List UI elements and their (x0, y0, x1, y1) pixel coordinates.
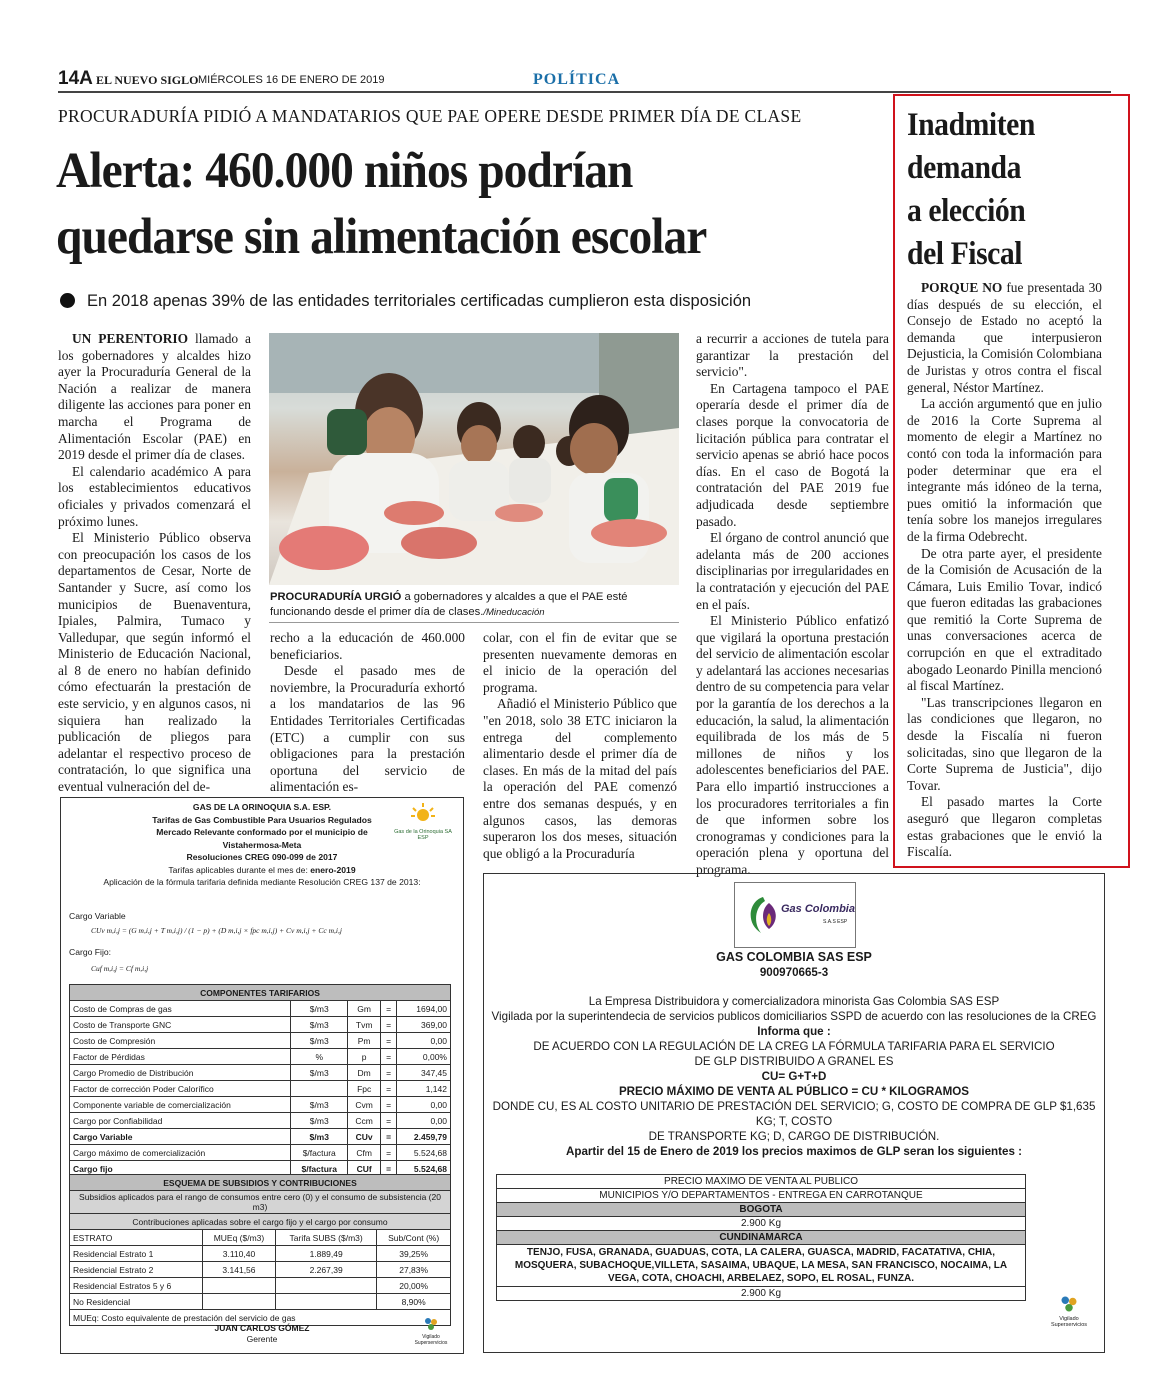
component-name: Costo de Compresión (70, 1033, 291, 1049)
component-eq: = (381, 1033, 397, 1049)
cargo-fijo-label: Cargo Fijo: (69, 947, 112, 957)
paper-name: EL NUEVO SIGLO (96, 73, 199, 87)
glp-row (497, 1203, 1026, 1217)
components-title: COMPONENTES TARIFARIOS (70, 985, 451, 1001)
gascolombia-informa: Informa que : (757, 1025, 831, 1038)
superservicios-icon (1059, 1294, 1079, 1314)
component-row (70, 1145, 451, 1161)
subsidy-row (70, 1294, 451, 1310)
component-sym: Dm (348, 1065, 381, 1081)
component-unit (291, 1081, 348, 1097)
gascolombia-company: GAS COLOMBIA SAS ESP (716, 950, 872, 964)
headline-line-2: quedarse sin alimentación escolar (56, 209, 707, 265)
component-sym: Cvm (348, 1097, 381, 1113)
subsidies-header: Tarifa SUBS ($/m3) (275, 1230, 376, 1246)
vigilado-text: Vigilado Superservicios (1050, 1316, 1088, 1328)
component-sym: Ccm (348, 1113, 381, 1129)
component-eq: = (381, 1113, 397, 1129)
subsidy-cell: 2.267,39 (275, 1262, 376, 1278)
vigilado-logo-2 (1044, 1294, 1094, 1328)
component-name: Cargo por Confiabilidad (70, 1113, 291, 1129)
subsidy-cell: 3.110,40 (202, 1246, 275, 1262)
component-name: Cargo fijo (70, 1161, 291, 1177)
sidebar-headline-line-2: demanda (907, 150, 1022, 186)
subsidy-cell (275, 1278, 376, 1294)
section-title: POLÍTICA (533, 71, 621, 88)
article-photo (269, 333, 679, 585)
orinoquia-line4: Resoluciones CREG 090-099 de 2017 (186, 852, 338, 862)
subsidies-title: ESQUEMA DE SUBSIDIOS Y CONTRIBUCIONES (70, 1175, 451, 1191)
component-val: 5.524,68 (397, 1161, 451, 1177)
component-val: 369,00 (397, 1017, 451, 1033)
component-val: 1,142 (397, 1081, 451, 1097)
gascolombia-line2: Vigilada por la superintendecia de servicios publicos domiciliarios SSPD de acuerdo con las resoluciones de la CREG (491, 1010, 1097, 1023)
component-name: Factor de Pérdidas (70, 1049, 291, 1065)
article-column-1: UN PERENTORIO llamado a los gobernadores y alcaldes hizo ayer la Procuraduría General de la Nación a realizar de manera diligente las acciones para poner en marcha el Programa de Alimentación Escolar (PAE) en 2019 desde el primer día de clases. El calendario académico A para los establecimientos educativos oficiales y privados comenzará el próximo lunes. El Ministerio Público observa con preocupación los casos de los departamentos de Cesar, Norte de Santander y Sucre, así como los municipios de Buenaventura, Ipiales, Palmira, Tumaco y Valledupar, que según informó el Ministerio de Educación Nacional, al 8 de enero no habían definido cómo efectuarán la prestación de este servicio, y en algunos casos, ni siquiera han realizado la publicación de pliegos para adelantar el respectivo proceso de contratación, lo que significa una eventual vulneración del de- (58, 331, 251, 795)
sidebar-headline-line-4: del Fiscal (907, 236, 1023, 272)
component-val: 5.524,68 (397, 1145, 451, 1161)
component-row (70, 1017, 451, 1033)
component-unit: % (291, 1049, 348, 1065)
component-name: Costo de Compras de gas (70, 1001, 291, 1017)
component-eq: = (381, 1081, 397, 1097)
subsidy-cell: 27,83% (377, 1262, 451, 1278)
component-name: Cargo máximo de comercialización (70, 1145, 291, 1161)
component-name: Cargo Promedio de Distribución (70, 1065, 291, 1081)
article-headline (56, 138, 828, 270)
subsidies-note-1: Subsidios aplicados para el rango de consumos entre cero (0) y el consumo de subsistencia (20 m3) (70, 1191, 451, 1214)
component-eq: = (381, 1161, 397, 1177)
subsidy-cell: Residencial Estrato 2 (70, 1262, 203, 1278)
component-val: 2.459,79 (397, 1129, 451, 1145)
page-number: 14A (58, 68, 93, 89)
glp-cell: MUNICIPIOS Y/O DEPARTAMENTOS - ENTREGA EN CARROTANQUE (497, 1189, 1026, 1203)
component-name: Componente variable de comercialización (70, 1097, 291, 1113)
photo-caption: PROCURADURÍA URGIÓ a gobernadores y alcaldes a que el PAE esté funcionando desde el primer día de clases./Mineducación (270, 591, 628, 618)
signer-name: JUAN CARLOS GÓMEZ (214, 1323, 310, 1333)
orinoquia-line2: Mercado Relevante conformado por el municipio de (156, 827, 368, 837)
component-name: Factor de corrección Poder Calorífico (70, 1081, 291, 1097)
glp-cell: 2.900 Kg (497, 1217, 1026, 1231)
header-rule (58, 91, 1111, 93)
subhead-text: En 2018 apenas 39% de las entidades territoriales certificadas cumplieron esta disposición (87, 292, 752, 310)
vigilado-logo-1 (411, 1316, 451, 1346)
component-eq: = (381, 1145, 397, 1161)
component-unit: $/m3 (291, 1017, 348, 1033)
component-sym: Tvm (348, 1017, 381, 1033)
component-name: Costo de Transporte GNC (70, 1017, 291, 1033)
glp-row (497, 1231, 1026, 1245)
glp-row (497, 1217, 1026, 1231)
component-row (70, 1001, 451, 1017)
gascolombia-logo (734, 882, 856, 948)
orinoquia-line5: Tarifas aplicables durante el mes de: enero-2019 (168, 864, 356, 875)
component-unit: $/m3 (291, 1097, 348, 1113)
subsidies-note-2: Contribuciones aplicadas sobre el cargo fijo y el cargo por consumo (70, 1214, 451, 1230)
gascolombia-formula: CU= G+T+D (761, 1070, 827, 1083)
glp-cell: CUNDINAMARCA (497, 1231, 1026, 1245)
component-unit: $/m3 (291, 1065, 348, 1081)
component-eq: = (381, 1001, 397, 1017)
cargo-variable-formula: CUv m,i,j = (G m,i,j + T m,i,j) / (1 − p) + (D m,i,j × fpc m,i,j) + Cv m,i,j + Cc m,i,j (91, 926, 342, 935)
subsidy-row (70, 1246, 451, 1262)
orinoquia-line6: Aplicación de la fórmula tarifaria definida mediante Resolución CREG 137 de 2013: (103, 877, 421, 887)
glp-row (497, 1287, 1026, 1301)
component-eq: = (381, 1017, 397, 1033)
component-val: 0,00 (397, 1113, 451, 1129)
signer-title: Gerente (246, 1334, 278, 1344)
component-sym: CUv (348, 1129, 381, 1145)
gascolombia-donde2: DE TRANSPORTE KG; D, CARGO DE DISTRIBUCIÓN. (648, 1130, 940, 1143)
page-header (58, 68, 1108, 90)
component-sym: Pm (348, 1033, 381, 1049)
glp-row (497, 1175, 1026, 1189)
component-unit: $/factura (291, 1145, 348, 1161)
component-val: 0,00% (397, 1049, 451, 1065)
subsidy-cell: 8,90% (377, 1294, 451, 1310)
orinoquia-company: GAS DE LA ORINOQUIA S.A. ESP. (192, 802, 332, 812)
mueq-note: MUEq: Costo equivalente de prestación del servicio de gas (70, 1310, 451, 1326)
component-unit: $/m3 (291, 1113, 348, 1129)
component-val: 0,00 (397, 1097, 451, 1113)
issue-date: MIÉRCOLES 16 DE ENERO DE 2019 (198, 74, 385, 86)
gascolombia-line1: La Empresa Distribuidora y comercializadora minorista Gas Colombia SAS ESP (588, 995, 1000, 1008)
orinoquia-logo-text: Gas de la Orinoquia SA ESP (394, 829, 452, 841)
component-val: 0,00 (397, 1033, 451, 1049)
glp-cell: BOGOTA (497, 1203, 1026, 1217)
components-table (69, 984, 451, 1177)
component-sym: Gm (348, 1001, 381, 1017)
vigilado-text: Vigilado Superservicios (414, 1334, 448, 1346)
subsidy-cell (202, 1278, 275, 1294)
component-unit: $/factura (291, 1161, 348, 1177)
subsidy-row (70, 1278, 451, 1294)
component-sym: Fpc (348, 1081, 381, 1097)
sidebar-body: PORQUE NO fue presentada 30 días después de su elección, el Consejo de Estado no aceptó la demanda que interpusieron Dejusticia, la Comisión Colombiana de Juristas y otros contra el fiscal general, Néstor Martínez. La acción argumentó que en julio de 2016 la Corte Suprema al momento de elegir a Martínez no contó con toda la información para poder determinar que era el integrante más idóneo de la terna, pues omitió la información que tenía sobre los manejos irregulares de la firma Odebrecht. De otra parte ayer, el presidente de la Comisión de Acusación de la Cámara, Luis Emilio Tovar, indicó que fueron editadas las grabaciones que remitió la Corte Suprema de unas conversaciones acerca de corrupción en que el extraditado abogado Leonardo Pinilla mencionó al fiscal Martínez. "Las transcripciones llegaron en las condiciones que llegaron, no desde la Fiscalía ni fueron solicitadas, sino que llegaron de la Corte Suprema de Justicia", dijo Tovar. El pasado martes la Corte aseguró que llegaron completas estas grabaciones que le envió la Fiscalía. (907, 280, 1102, 860)
component-unit: $/m3 (291, 1033, 348, 1049)
headline-line-1: Alerta: 460.000 niños podrían (56, 143, 633, 199)
subsidy-cell: No Residencial (70, 1294, 203, 1310)
component-eq: = (381, 1097, 397, 1113)
component-sym: p (348, 1049, 381, 1065)
gascolombia-reg2: DE GLP DISTRIBUIDO A GRANEL ES (694, 1055, 894, 1068)
subsidy-cell: 39,25% (377, 1246, 451, 1262)
component-row (70, 1113, 451, 1129)
component-row (70, 1049, 451, 1065)
article-kicker: PROCURADURÍA PIDIÓ A MANDATARIOS QUE PAE OPERE DESDE PRIMER DÍA DE CLASE (58, 106, 802, 126)
subsidy-cell: Residencial Estrato 1 (70, 1246, 203, 1262)
subsidy-cell: 3.141,56 (202, 1262, 275, 1278)
caption-rule (269, 622, 679, 623)
cargo-variable-label: Cargo Variable (69, 911, 126, 921)
article-column-3: colar, con el fin de evitar que se presenten nuevamente demoras en el inicio de la operación del programa. Añadió el Ministerio Público que "en 2018, solo 38 ETC iniciaron la entrega del complemento alimentario desde el primer día de clases. En más de la mitad del país la operación del PAE comenzó entre dos semanas después, y en algunos casos, las demoras superaron los dos meses, situación que obligó a la Procuraduría (483, 630, 677, 861)
cargo-fijo-formula: Cuf m,i,j = Cf m,i,j (91, 964, 149, 973)
component-eq: = (381, 1065, 397, 1081)
component-sym: Cfm (348, 1145, 381, 1161)
component-sym: CUf (348, 1161, 381, 1177)
component-name: Cargo Variable (70, 1129, 291, 1145)
gascolombia-donde1: DONDE CU, ES AL COSTO UNITARIO DE PRESTACIÓN DEL SERVICIO; G, COSTO DE COMPRA DE GLP $1,635 KG; T, COSTO (492, 1100, 1096, 1128)
gascolombia-logo-sub: S.A.S ESP (823, 919, 848, 925)
subsidy-cell (202, 1294, 275, 1310)
subsidies-table (69, 1174, 451, 1326)
article-column-4: a recurrir a acciones de tutela para garantizar la prestación del servicio". En Cartagena tampoco el PAE operaría desde el primer día de clases porque la convocatoria de licitación pública para contratar el servicio apenas se abrió hace pocos días. En el caso de Bogotá la contratación del PAE 2019 fue adjudicada desde septiembre pasado. El órgano de control anunció que adelanta más de 200 acciones disciplinarias por irregularidades en la contratación y ejecución del PAE en el país. El Ministerio Público enfatizó que vigilará la oportuna prestación del servicio de alimentación escolar y adelantará las acciones necesarias dentro de su competencia para velar por la garantía de los derechos a la educación, la salud, la alimentación equilibrada de los más de 5 millones de niños y los adolescentes beneficiarios del PAE. Para ello impartió instrucciones a los procuradores territoriales a fin de que informen sobre los cronogramas y condiciones para la operación plena y oportuna del programa. (696, 331, 889, 877)
children-eating-illustration (269, 333, 679, 585)
component-row (70, 1033, 451, 1049)
component-eq: = (381, 1129, 397, 1145)
sidebar-headline-line-1: Inadmiten (907, 107, 1035, 143)
component-val: 1694,00 (397, 1001, 451, 1017)
component-row (70, 1129, 451, 1145)
gascolombia-precio: PRECIO MÁXIMO DE VENTA AL PÚBLICO = CU * KILOGRAMOS (618, 1085, 970, 1098)
article-subhead (60, 292, 890, 311)
component-row (70, 1097, 451, 1113)
subsidy-row (70, 1262, 451, 1278)
sidebar-headline (907, 104, 1096, 276)
component-val: 347,45 (397, 1065, 451, 1081)
glp-cell: TENJO, FUSA, GRANADA, GUADUAS, COTA, LA CALERA, GUASCA, MADRID, FACATATIVA, CHIA, MOSQUERA, SUBACHOQUE,VILLETA, SASAIMA, UBAQUE, LA MESA, SAN FRANCISCO, NOCAIMA, LA VEGA, COTA, CHOACHI, ARBELAEZ, SOPO, EL ROSAL, FUNZA. (497, 1245, 1026, 1287)
glp-row (497, 1189, 1026, 1203)
gascolombia-logo-text: Gas Colombia (781, 903, 855, 915)
subsidy-cell: Residencial Estratos 5 y 6 (70, 1278, 203, 1294)
glp-cell: PRECIO MAXIMO DE VENTA AL PUBLICO (497, 1175, 1026, 1189)
subsidy-cell: 20,00% (377, 1278, 451, 1294)
component-row (70, 1065, 451, 1081)
superservicios-icon (423, 1316, 439, 1332)
subsidies-header: MUEq ($/m3) (202, 1230, 275, 1246)
gascolombia-apartir: Apartir del 15 de Enero de 2019 los precios maximos de GLP seran los siguientes : (566, 1145, 1022, 1158)
orinoquia-logo (393, 802, 453, 841)
orinoquia-line3: Vistahermosa-Meta (222, 839, 302, 850)
photo-credit: /Mineducación (483, 607, 545, 618)
gascolombia-reg1: DE ACUERDO CON LA REGULACIÓN DE LA CREG LA FÓRMULA TARIFARIA PARA EL SERVICIO (533, 1040, 1055, 1053)
subsidies-header: ESTRATO (70, 1230, 203, 1246)
component-row (70, 1081, 451, 1097)
bullet-icon (60, 293, 75, 308)
sidebar-headline-line-3: a elección (907, 193, 1026, 229)
ad-gascolombia (483, 873, 1105, 1353)
subsidy-cell: 1.889,49 (275, 1246, 376, 1262)
glp-price-table (496, 1174, 1026, 1301)
gascolombia-nit: 900970665-3 (759, 966, 829, 979)
subsidy-cell (275, 1294, 376, 1310)
component-unit: $/m3 (291, 1001, 348, 1017)
gas-colombia-logo-icon (735, 883, 855, 947)
component-unit: $/m3 (291, 1129, 348, 1145)
glp-row (497, 1245, 1026, 1287)
subsidies-header: Sub/Cont (%) (377, 1230, 451, 1246)
sun-flame-icon (410, 802, 436, 824)
ad-orinoquia (60, 797, 464, 1354)
orinoquia-line1: Tarifas de Gas Combustible Para Usuarios Regulados (152, 814, 372, 825)
glp-cell: 2.900 Kg (497, 1287, 1026, 1301)
component-eq: = (381, 1049, 397, 1065)
article-column-2: recho a la educación de 460.000 beneficiarios. Desde el pasado mes de noviembre, la Procuraduría exhortó a los mandatarios de las 96 Entidades Territoriales Certificadas (ETC) a cumplir con sus obligaciones para la prestación oportuna del servicio de alimentación es- (270, 630, 465, 795)
